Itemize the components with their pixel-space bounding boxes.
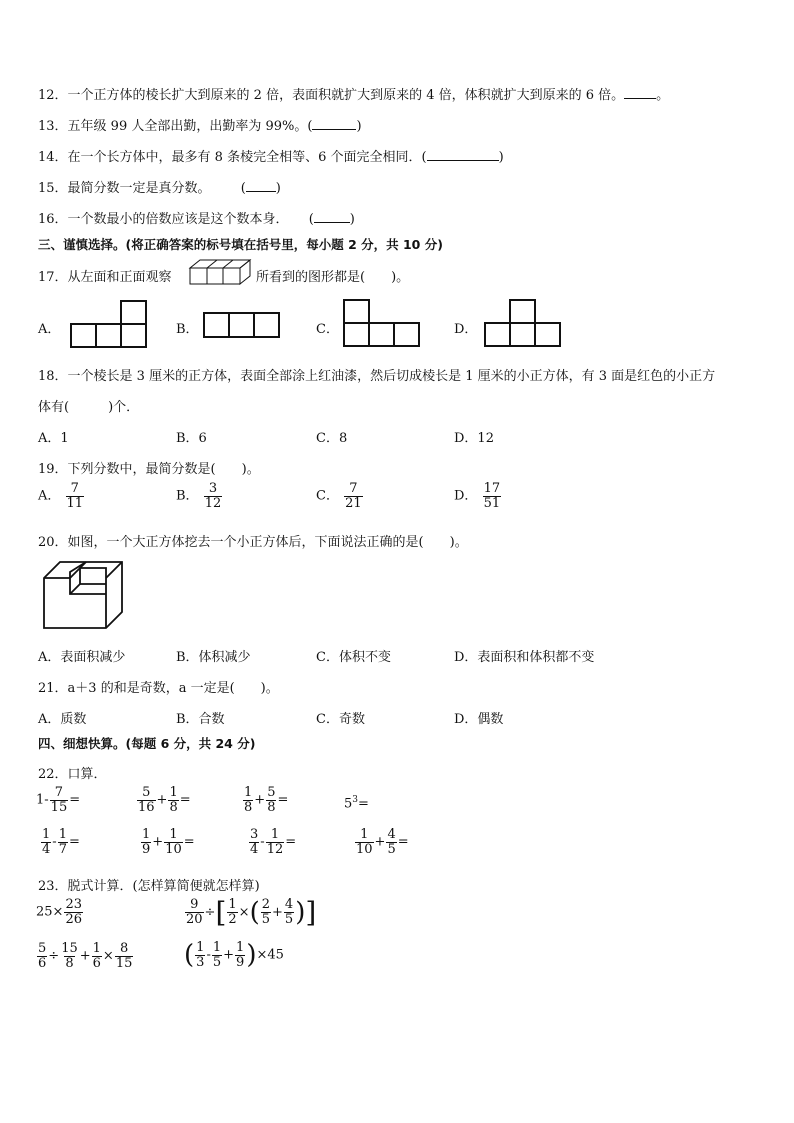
option-d[interactable]: D． — [454, 322, 478, 337]
option-a[interactable]: A．表面积减少 — [38, 650, 126, 665]
option-d[interactable]: D．12 — [454, 431, 494, 446]
answer-blank[interactable] — [624, 87, 656, 99]
option-d[interactable]: D． $\frac{17}{51}$ — [454, 481, 501, 511]
question-15: 15．最简分数一定是真分数。 ( ) — [38, 181, 281, 196]
fraction: $\frac{7}{11}$ — [66, 481, 84, 511]
option-c-shape — [343, 299, 423, 349]
question-23: 23．脱式计算．(怎样算简便就怎样算) — [38, 879, 260, 894]
question-17-tail: 所看到的图形都是( )。 — [256, 270, 410, 285]
option-c[interactable]: C．8 — [316, 431, 348, 446]
option-c[interactable]: C． — [316, 322, 339, 337]
oral-calc-8[interactable]: $\frac{1}{10}$ + $\frac{4}{5}$ = — [356, 827, 409, 857]
cube-stack-figure — [188, 256, 254, 288]
question-text: 一个正方体的棱长扩大到原来的 2 倍，表面积就扩大到原来的 4 倍，体积就扩大到原来的 6 倍。 — [67, 88, 625, 103]
question-text: 五年级 99 人全部出勤，出勤率为 99%。( — [67, 119, 313, 134]
answer-blank[interactable] — [427, 149, 499, 161]
question-22: 22．口算． — [38, 767, 107, 782]
oral-calc-3[interactable]: $\frac{1}{8}$ + $\frac{5}{8}$ = — [244, 785, 289, 815]
question-text: 最简分数一定是真分数。 — [67, 181, 211, 196]
option-b-shape — [203, 312, 281, 340]
option-a-shape — [70, 300, 150, 350]
calc-expression-4[interactable]: ( $\frac{1}{3}$ - $\frac{1}{5}$ + $\frac{1}{9}$ )×45 — [184, 939, 284, 970]
option-b[interactable]: B． — [176, 322, 199, 337]
question-17: 17．从左面和正面观察 — [38, 270, 172, 285]
question-number: 12． — [38, 88, 68, 103]
calc-expression-2[interactable]: $\frac{9}{20}$ ÷[ $\frac{1}{2}$ ×( $\frac{2}{5}$ + $\frac{4}{5}$ )] — [186, 896, 317, 929]
question-text: 口算． — [67, 767, 107, 782]
option-a[interactable]: A．质数 — [38, 712, 87, 727]
question-18: 18．一个棱长是 3 厘米的正方体，表面全部涂上红油漆，然后切成棱长是 1 厘米的小正方体，有 3 面是红色的小正方 — [38, 369, 716, 384]
question-20: 20．如图，一个大正方体挖去一个小正方体后，下面说法正确的是( )。 — [38, 535, 468, 550]
question-16: 16．一个数最小的倍数应该是这个数本身． ( ) — [38, 212, 355, 227]
cube-cutout-figure — [40, 558, 126, 632]
answer-blank[interactable] — [312, 118, 356, 130]
option-a[interactable]: A． — [38, 322, 61, 337]
answer-blank[interactable] — [314, 211, 350, 223]
option-a[interactable]: A．1 — [38, 431, 69, 446]
calc-expression-3[interactable]: $\frac{5}{6}$ ÷ $\frac{15}{8}$ + $\frac{1}{6}$ × $\frac{8}{15}$ — [38, 941, 133, 971]
oral-calc-1[interactable]: 1- $\frac{7}{15}$ = — [36, 785, 81, 815]
oral-calc-6[interactable]: $\frac{1}{9}$ + $\frac{1}{10}$ = — [142, 827, 195, 857]
oral-calc-2[interactable]: $\frac{5}{16}$ + $\frac{1}{8}$ = — [138, 785, 191, 815]
calc-expression-1[interactable]: 25× $\frac{23}{26}$ — [36, 897, 82, 927]
question-text: a＋3 的和是奇数，a 一定是( )。 — [67, 681, 279, 696]
question-12: 12．一个正方体的棱长扩大到原来的 2 倍，表面积就扩大到原来的 4 倍，体积就扩大到原来的 6 倍。 。 — [38, 88, 670, 103]
answer-blank[interactable] — [246, 180, 276, 192]
option-b[interactable]: B．6 — [176, 431, 207, 446]
option-b[interactable]: B．体积减少 — [176, 650, 251, 665]
fraction: $\frac{17}{51}$ — [483, 481, 501, 511]
option-c[interactable]: C． $\frac{7}{21}$ — [316, 481, 362, 511]
question-text: 一个棱长是 3 厘米的正方体，表面全部涂上红油漆，然后切成棱长是 1 厘米的小正方体，有 3 面是红色的小正方 — [67, 369, 716, 384]
question-text: 下列分数中，最简分数是( )。 — [67, 462, 260, 477]
option-c[interactable]: C．奇数 — [316, 712, 365, 727]
question-14: 14．在一个长方体中，最多有 8 条棱完全相等、6 个面完全相同．( ) — [38, 150, 504, 165]
question-21: 21．a＋3 的和是奇数，a 一定是( )。 — [38, 681, 279, 696]
option-b[interactable]: B． $\frac{3}{12}$ — [176, 481, 222, 511]
oral-calc-4[interactable]: $5^3=$ — [344, 795, 369, 812]
fraction: $\frac{7}{21}$ — [345, 481, 362, 511]
oral-calc-7[interactable]: $\frac{3}{4}$ - $\frac{1}{12}$ = — [250, 827, 297, 857]
option-d[interactable]: D．表面积和体积都不变 — [454, 650, 595, 665]
section-heading-3: 三、谨慎选择。(将正确答案的标号填在括号里，每小题 2 分，共 10 分) — [38, 237, 443, 252]
option-b[interactable]: B．合数 — [176, 712, 225, 727]
option-c[interactable]: C．体积不变 — [316, 650, 391, 665]
question-19: 19．下列分数中，最简分数是( )。 — [38, 462, 260, 477]
question-text: 脱式计算．(怎样算简便就怎样算) — [67, 879, 260, 894]
option-a[interactable]: A． $\frac{7}{11}$ — [38, 481, 84, 511]
option-d-shape — [484, 299, 564, 349]
question-18-line2: 体有( )个． — [38, 400, 140, 415]
option-d[interactable]: D．偶数 — [454, 712, 504, 727]
question-text: 在一个长方体中，最多有 8 条棱完全相等、6 个面完全相同．( — [67, 150, 427, 165]
fraction: $\frac{3}{12}$ — [204, 481, 222, 511]
question-text: 如图，一个大正方体挖去一个小正方体后，下面说法正确的是( )。 — [67, 535, 468, 550]
oral-calc-5[interactable]: $\frac{1}{4}$ - $\frac{1}{7}$ = — [42, 827, 80, 857]
question-text: 一个数最小的倍数应该是这个数本身． — [67, 212, 289, 227]
question-13: 13．五年级 99 人全部出勤，出勤率为 99%。( ) — [38, 119, 362, 134]
section-heading-4: 四、细想快算。(每题 6 分，共 24 分) — [38, 736, 256, 751]
